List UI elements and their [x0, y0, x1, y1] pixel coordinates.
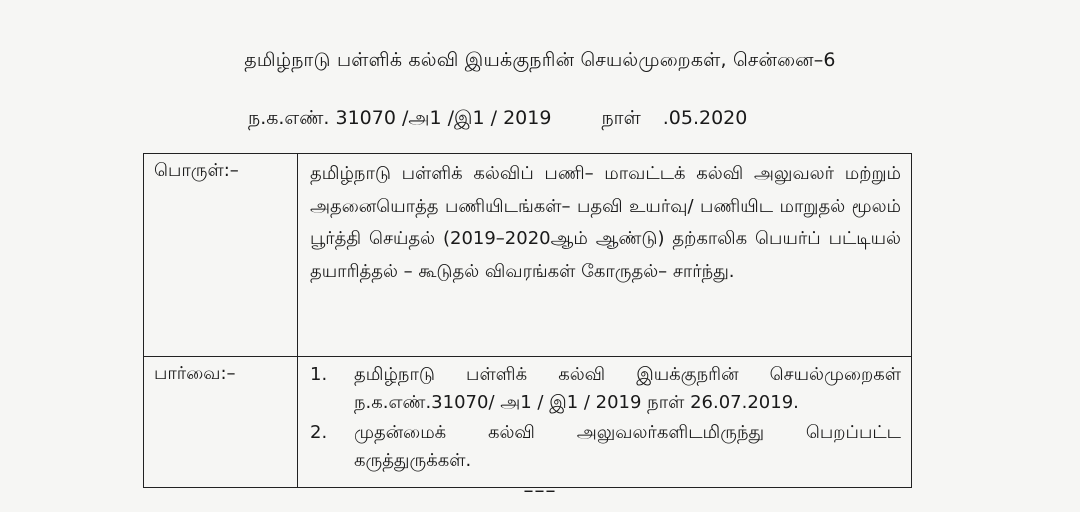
- reference-line: [248, 104, 747, 132]
- list-item: [310, 361, 901, 417]
- reference-text-2: முதன்மைக் கல்வி அலுவலர்களிடமிருந்து பெறப்பட்ட கருத்துருக்கள்.: [354, 422, 901, 471]
- subject-reference-table: [143, 153, 912, 488]
- reference-text-1: தமிழ்நாடு பள்ளிக் கல்வி இயக்குநரின் செயல்முறைகள் ந.க.எண்.31070/ அ1 / இ1 / 2019 நாள் 26.07.2019.: [354, 364, 901, 413]
- reference-list: [310, 361, 901, 475]
- document-title: தமிழ்நாடு பள்ளிக் கல்வி இயக்குநரின் செயல்முறைகள், சென்னை–6: [244, 49, 836, 71]
- reference-cell: [298, 357, 912, 488]
- reference-number-2: 2.: [310, 422, 328, 443]
- reference-number: ந.க.எண். 31070 /அ1 /இ1 / 2019: [248, 107, 552, 129]
- date-group: [601, 107, 747, 129]
- separator-dashes: –––: [523, 478, 557, 502]
- subject-cell: [298, 154, 912, 357]
- subject-label: பொருள்:–: [144, 154, 298, 357]
- reference-row: [144, 357, 912, 488]
- subject-text: தமிழ்நாடு பள்ளிக் கல்விப் பணி– மாவட்டக் கல்வி அலுவலர் மற்றும் அதனையொத்த பணியிடங்கள்– பதவி உயர்வு/ பணியிட மாறுதல் மூலம் பூர்த்தி செய்தல் (2019–2020ஆம் ஆண்டு) தற்காலிக பெயர்ப் பட்டியல் தயாரித்தல் – கூடுதல் விவரங்கள் கோருதல்– சார்ந்து.: [310, 163, 901, 282]
- date-label: நாள்: [601, 107, 641, 129]
- list-item: [310, 419, 901, 475]
- reference-number-1: 1.: [310, 364, 328, 385]
- subject-row: [144, 154, 912, 357]
- reference-label: பார்வை:–: [144, 357, 298, 488]
- date-value: .05.2020: [662, 107, 748, 129]
